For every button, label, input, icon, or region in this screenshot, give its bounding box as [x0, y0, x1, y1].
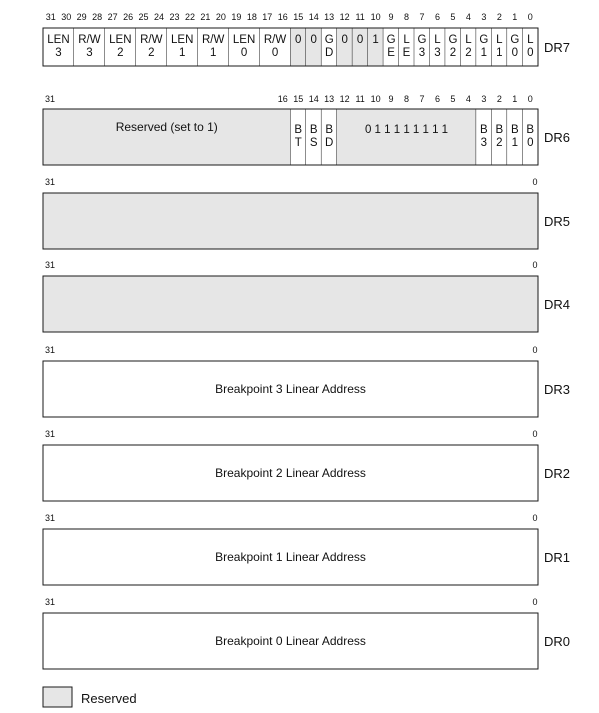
- dr7-bit-number: 20: [215, 12, 226, 22]
- dr6-bit-number: 15: [293, 94, 304, 104]
- dr7-field-label: E: [402, 47, 411, 59]
- dr6-bit-number: 7: [419, 94, 425, 104]
- dr5-name: DR5: [544, 214, 571, 229]
- dr1-bit-31: 31: [45, 513, 56, 523]
- dr6-bit-number: 2: [496, 94, 502, 104]
- dr7-name: DR7: [544, 40, 571, 55]
- dr7-field-label: L: [434, 34, 441, 46]
- dr7-field-label: 0: [341, 34, 348, 46]
- dr7-bit-number: 9: [388, 12, 394, 22]
- dr7-bit-number: 21: [200, 12, 211, 22]
- dr7-bit-number: 19: [231, 12, 242, 22]
- dr7-bit-number: 31: [45, 12, 56, 22]
- dr2-bit-0: 0: [532, 429, 538, 439]
- dr6-field-label: 2: [496, 137, 503, 149]
- dr7-field-label: LEN: [109, 34, 132, 46]
- dr7-field-label: 0: [271, 47, 279, 59]
- dr7-field-label: G: [479, 34, 489, 46]
- dr7-bit-number: 24: [154, 12, 165, 22]
- dr4-name: DR4: [544, 297, 571, 312]
- dr7-bit-number: 4: [465, 12, 471, 22]
- dr7-field-label: LEN: [232, 34, 256, 46]
- dr7-field-label: G: [324, 34, 334, 46]
- dr7-field-label: LEN: [47, 34, 70, 46]
- dr7-bit-number: 7: [419, 12, 425, 22]
- dr6-field-label: T: [294, 137, 302, 149]
- dr7-field-label: 3: [418, 47, 426, 59]
- dr7-bit-number: 25: [138, 12, 149, 22]
- dr5-register: [43, 193, 538, 249]
- dr6-bit-number: 3: [481, 94, 487, 104]
- dr7-bit-number: 0: [527, 12, 533, 22]
- dr7-field-label: 0: [527, 47, 534, 59]
- dr2-name: DR2: [544, 466, 571, 481]
- dr7-field-label: E: [387, 47, 395, 59]
- dr7-field-label: 0: [511, 47, 518, 59]
- dr7-field-label: G: [510, 34, 520, 46]
- dr7-bit-number: 2: [496, 12, 502, 22]
- dr6-field-label: S: [309, 137, 318, 149]
- dr7-field-label: 2: [117, 47, 124, 59]
- dr7-field-label: 1: [209, 47, 217, 59]
- dr7-field-label: 1: [179, 47, 186, 59]
- dr7-bit-number: 11: [355, 12, 365, 22]
- dr5-bit-0: 0: [532, 177, 538, 187]
- dr6-register: [43, 109, 538, 165]
- dr7-bit-number: 16: [277, 12, 288, 22]
- dr7-field-label: 2: [148, 47, 155, 59]
- dr6-field-label: B: [480, 124, 488, 136]
- dr7-bit-number: 17: [262, 12, 273, 22]
- dr3-bit-31: 31: [45, 345, 56, 355]
- dr7-bit-number: 27: [107, 12, 118, 22]
- dr6-name: DR6: [544, 130, 571, 145]
- dr6-field-label: D: [325, 137, 334, 149]
- dr7-field-label: D: [325, 47, 334, 59]
- dr6-bit-number: 9: [388, 94, 394, 104]
- dr7-bit-number: 8: [404, 12, 410, 22]
- dr7-field-label: 3: [434, 47, 441, 59]
- dr6-field-label: B: [325, 124, 334, 136]
- dr7-bit-number: 6: [434, 12, 440, 22]
- dr7-bit-number: 10: [370, 12, 381, 22]
- dr6-field-label: 0: [527, 137, 534, 149]
- dr4-bit-0: 0: [532, 260, 538, 270]
- dr7-field-label: L: [496, 34, 503, 46]
- dr6-bit-number: 5: [450, 94, 456, 104]
- dr7-field-label: 3: [86, 47, 93, 59]
- dr6-bit-number: 8: [404, 94, 410, 104]
- dr6-field-label: 0 1 1 1 1 1 1 1 1: [364, 124, 449, 136]
- dr7-field-label: 0: [310, 34, 317, 46]
- dr6-bit-number: 31: [45, 94, 56, 104]
- dr7-field-label: L: [527, 34, 534, 46]
- legend-label: Reserved: [81, 691, 137, 706]
- dr7-field-label: 1: [480, 47, 488, 59]
- dr7-bit-number: 14: [308, 12, 319, 22]
- dr7-bit-number: 5: [450, 12, 456, 22]
- dr0-bit-0: 0: [532, 597, 538, 607]
- dr6-bit-number: 16: [277, 94, 288, 104]
- dr7-field-label: 0: [295, 34, 302, 46]
- dr0-field-label: Breakpoint 0 Linear Address: [215, 634, 366, 648]
- dr7-field-label: 0: [356, 34, 364, 46]
- dr7-bit-number: 22: [184, 12, 195, 22]
- legend-swatch: [43, 687, 72, 707]
- dr7-bit-number: 13: [324, 12, 335, 22]
- dr7-field-label: 1: [372, 34, 379, 46]
- dr7-field-label: 2: [449, 47, 457, 59]
- dr1-bit-0: 0: [532, 513, 538, 523]
- dr7-bit-number: 1: [512, 12, 518, 22]
- dr7-field-label: 3: [55, 47, 62, 59]
- dr6-bit-number: 13: [324, 94, 335, 104]
- dr7-field-label: L: [403, 34, 410, 46]
- dr6-bit-number: 10: [370, 94, 381, 104]
- dr7-field-label: R/W: [78, 34, 101, 46]
- dr7-field-label: R/W: [140, 34, 163, 46]
- dr7-bit-number: 29: [76, 12, 87, 22]
- dr6-bit-number: 11: [355, 94, 365, 104]
- dr6-bit-number: 1: [512, 94, 518, 104]
- dr7-bit-number: 26: [123, 12, 134, 22]
- dr4-bit-31: 31: [45, 260, 56, 270]
- dr7-bit-number: 15: [293, 12, 304, 22]
- dr6-field-label: 3: [480, 137, 488, 149]
- dr3-name: DR3: [544, 382, 571, 397]
- dr1-field-label: Breakpoint 1 Linear Address: [215, 550, 366, 564]
- dr7-bit-number: 12: [339, 12, 350, 22]
- dr7-field-label: 2: [465, 47, 472, 59]
- dr6-field-cell: [43, 109, 291, 165]
- dr6-field-label: B: [309, 124, 318, 136]
- dr7-field-label: G: [386, 34, 396, 46]
- dr7-field-label: G: [417, 34, 427, 46]
- dr7-bit-number: 28: [92, 12, 103, 22]
- dr6-field-cell: [337, 109, 476, 165]
- dr3-bit-0: 0: [532, 345, 538, 355]
- dr6-field-label: B: [294, 124, 303, 136]
- dr6-bit-number: 14: [308, 94, 319, 104]
- dr6-bit-number: 4: [465, 94, 471, 104]
- dr7-field-label: R/W: [201, 34, 225, 46]
- dr6-field-label: B: [510, 124, 519, 136]
- dr6-field-label: B: [526, 124, 535, 136]
- dr7-field-label: L: [465, 34, 472, 46]
- dr7-bit-number: 30: [61, 12, 72, 22]
- dr7-field-label: G: [448, 34, 458, 46]
- dr7-field-label: 0: [240, 47, 248, 59]
- dr7-field-label: R/W: [263, 34, 287, 46]
- dr6-bit-number: 0: [527, 94, 533, 104]
- dr7-field-label: LEN: [171, 34, 194, 46]
- dr5-bit-31: 31: [45, 177, 56, 187]
- dr7-field-label: 1: [496, 47, 503, 59]
- dr7-bit-number: 18: [246, 12, 257, 22]
- dr1-name: DR1: [544, 550, 571, 565]
- dr2-bit-31: 31: [45, 429, 56, 439]
- dr7-bit-number: 23: [169, 12, 180, 22]
- dr7-bit-number: 3: [481, 12, 487, 22]
- dr3-field-label: Breakpoint 3 Linear Address: [215, 382, 366, 396]
- dr6-field-label: B: [495, 124, 504, 136]
- dr0-bit-31: 31: [45, 597, 56, 607]
- dr6-field-label: Reserved (set to 1): [115, 120, 218, 134]
- dr6-bit-number: 12: [339, 94, 350, 104]
- dr4-register: [43, 276, 538, 332]
- dr2-field-label: Breakpoint 2 Linear Address: [215, 466, 366, 480]
- dr0-name: DR0: [544, 634, 571, 649]
- dr6-bit-number: 6: [434, 94, 440, 104]
- dr6-field-label: 1: [511, 137, 518, 149]
